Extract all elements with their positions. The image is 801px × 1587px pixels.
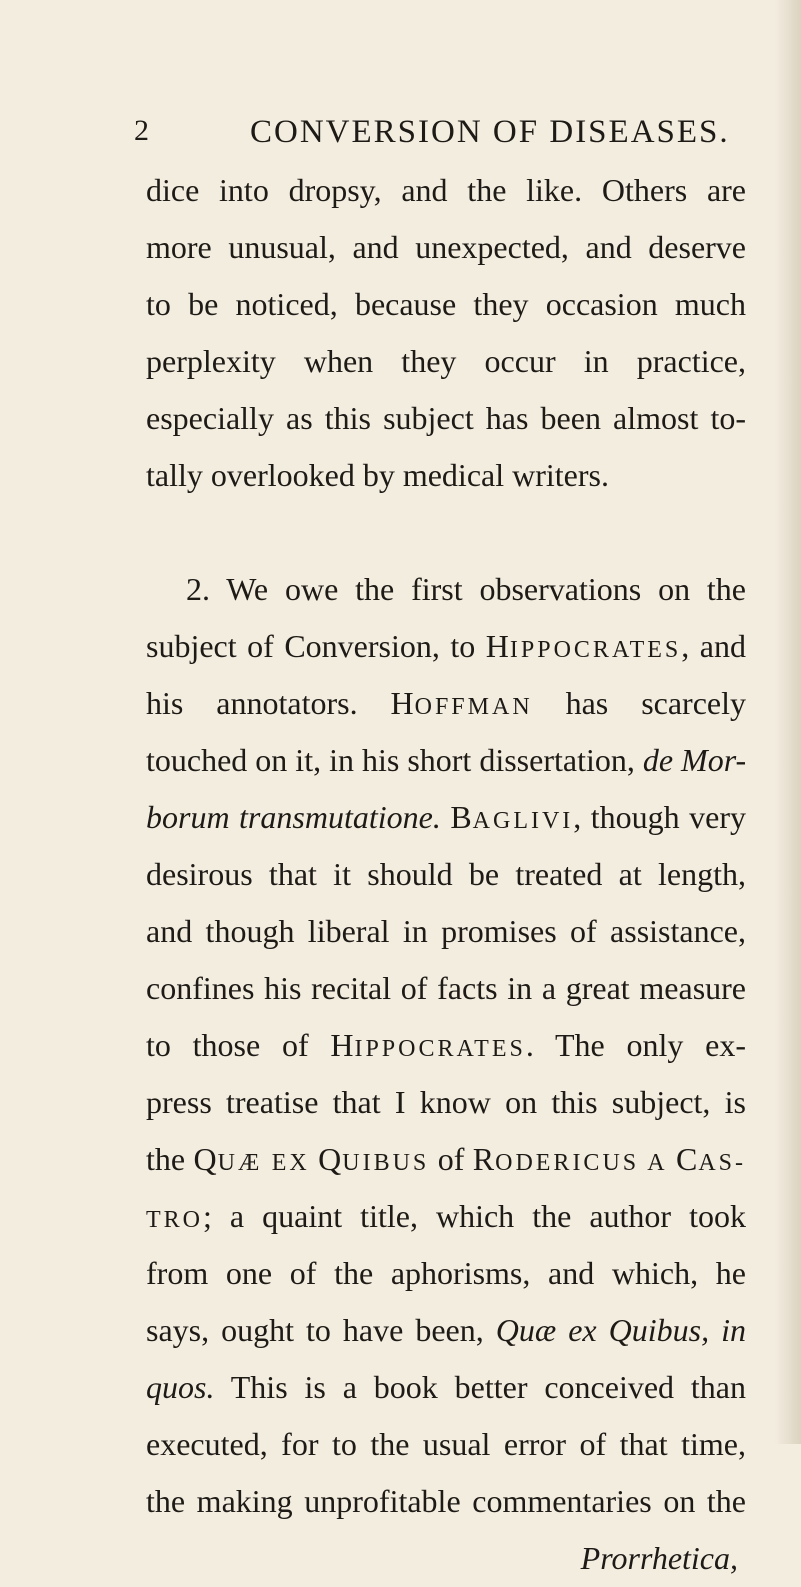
paragraph-number: 2. [186, 571, 210, 607]
text-line: TRO; a quaint title, which the author took [146, 1198, 746, 1234]
text-line: says, ought to have been, Quæ ex Quibus, in [146, 1312, 747, 1348]
small-caps-name: QUÆ EX [193, 1141, 310, 1177]
small-caps-name: QUIBUS [318, 1141, 430, 1177]
text-line: the making unprofitable commentaries on the [146, 1483, 746, 1519]
text-line: tally overlooked by medical writers. [146, 457, 609, 493]
running-header [0, 112, 801, 152]
catchword: Prorrhetica, [580, 1540, 738, 1576]
paragraph-gap [146, 504, 746, 561]
text-line: executed, for to the usual error of that time, [146, 1426, 746, 1462]
small-caps-name: HOFFMAN [390, 685, 533, 721]
small-caps-name: RODERICUS A [472, 1141, 668, 1177]
italic-title: Quæ ex Quibus, in [495, 1312, 747, 1348]
small-caps-name: HIPPOCRATES [485, 628, 682, 664]
text-line: subject of Conversion, to HIPPOCRATES, and [146, 628, 746, 664]
text-line: 2. We owe the first observations on the [186, 571, 747, 607]
page-edge-shadow [775, 0, 801, 1444]
small-caps-name: BAGLIVI [450, 799, 574, 835]
text-line: perplexity when they occur in practice, [146, 343, 746, 379]
text-line: especially as this subject has been almost to- [146, 400, 746, 436]
text-line: to those of HIPPOCRATES. The only ex- [146, 1027, 746, 1063]
italic-title: quos. [146, 1369, 215, 1405]
text-line: from one of the aphorisms, and which, he [146, 1255, 746, 1291]
text-line: more unusual, and unexpected, and deserve [146, 229, 746, 265]
text-line: the QUÆ EX QUIBUS of RODERICUS A CAS- [146, 1141, 746, 1177]
text-line: desirous that it should be treated at length, [146, 856, 746, 892]
small-caps-name: CAS- [675, 1141, 746, 1177]
text-line: to be noticed, because they occasion much [146, 286, 746, 322]
text-line: his annotators. HOFFMAN has scarcely [146, 685, 746, 721]
text-line: confines his recital of facts in a great measure [146, 970, 746, 1006]
page-number: 2 [134, 114, 149, 147]
small-caps-name: HIPPOCRATES [330, 1027, 526, 1063]
text-line: press treatise that I know on this subject, is [146, 1084, 746, 1120]
running-title: CONVERSION OF DISEASES. [250, 114, 730, 150]
text-line: and though liberal in promises of assistance, [146, 913, 746, 949]
text-line: quos. This is a book better conceived than [146, 1369, 747, 1405]
italic-title: de Mor- [642, 742, 747, 778]
small-caps-name: TRO [146, 1207, 203, 1233]
body-text [146, 162, 746, 1587]
text-line: touched on it, in his short dissertation, de Mor- [146, 742, 747, 778]
italic-title: borum transmutatione. [146, 799, 441, 835]
text-line: dice into dropsy, and the like. Others are [146, 172, 746, 208]
text-line: borum transmutatione. BAGLIVI, though very [146, 799, 747, 835]
